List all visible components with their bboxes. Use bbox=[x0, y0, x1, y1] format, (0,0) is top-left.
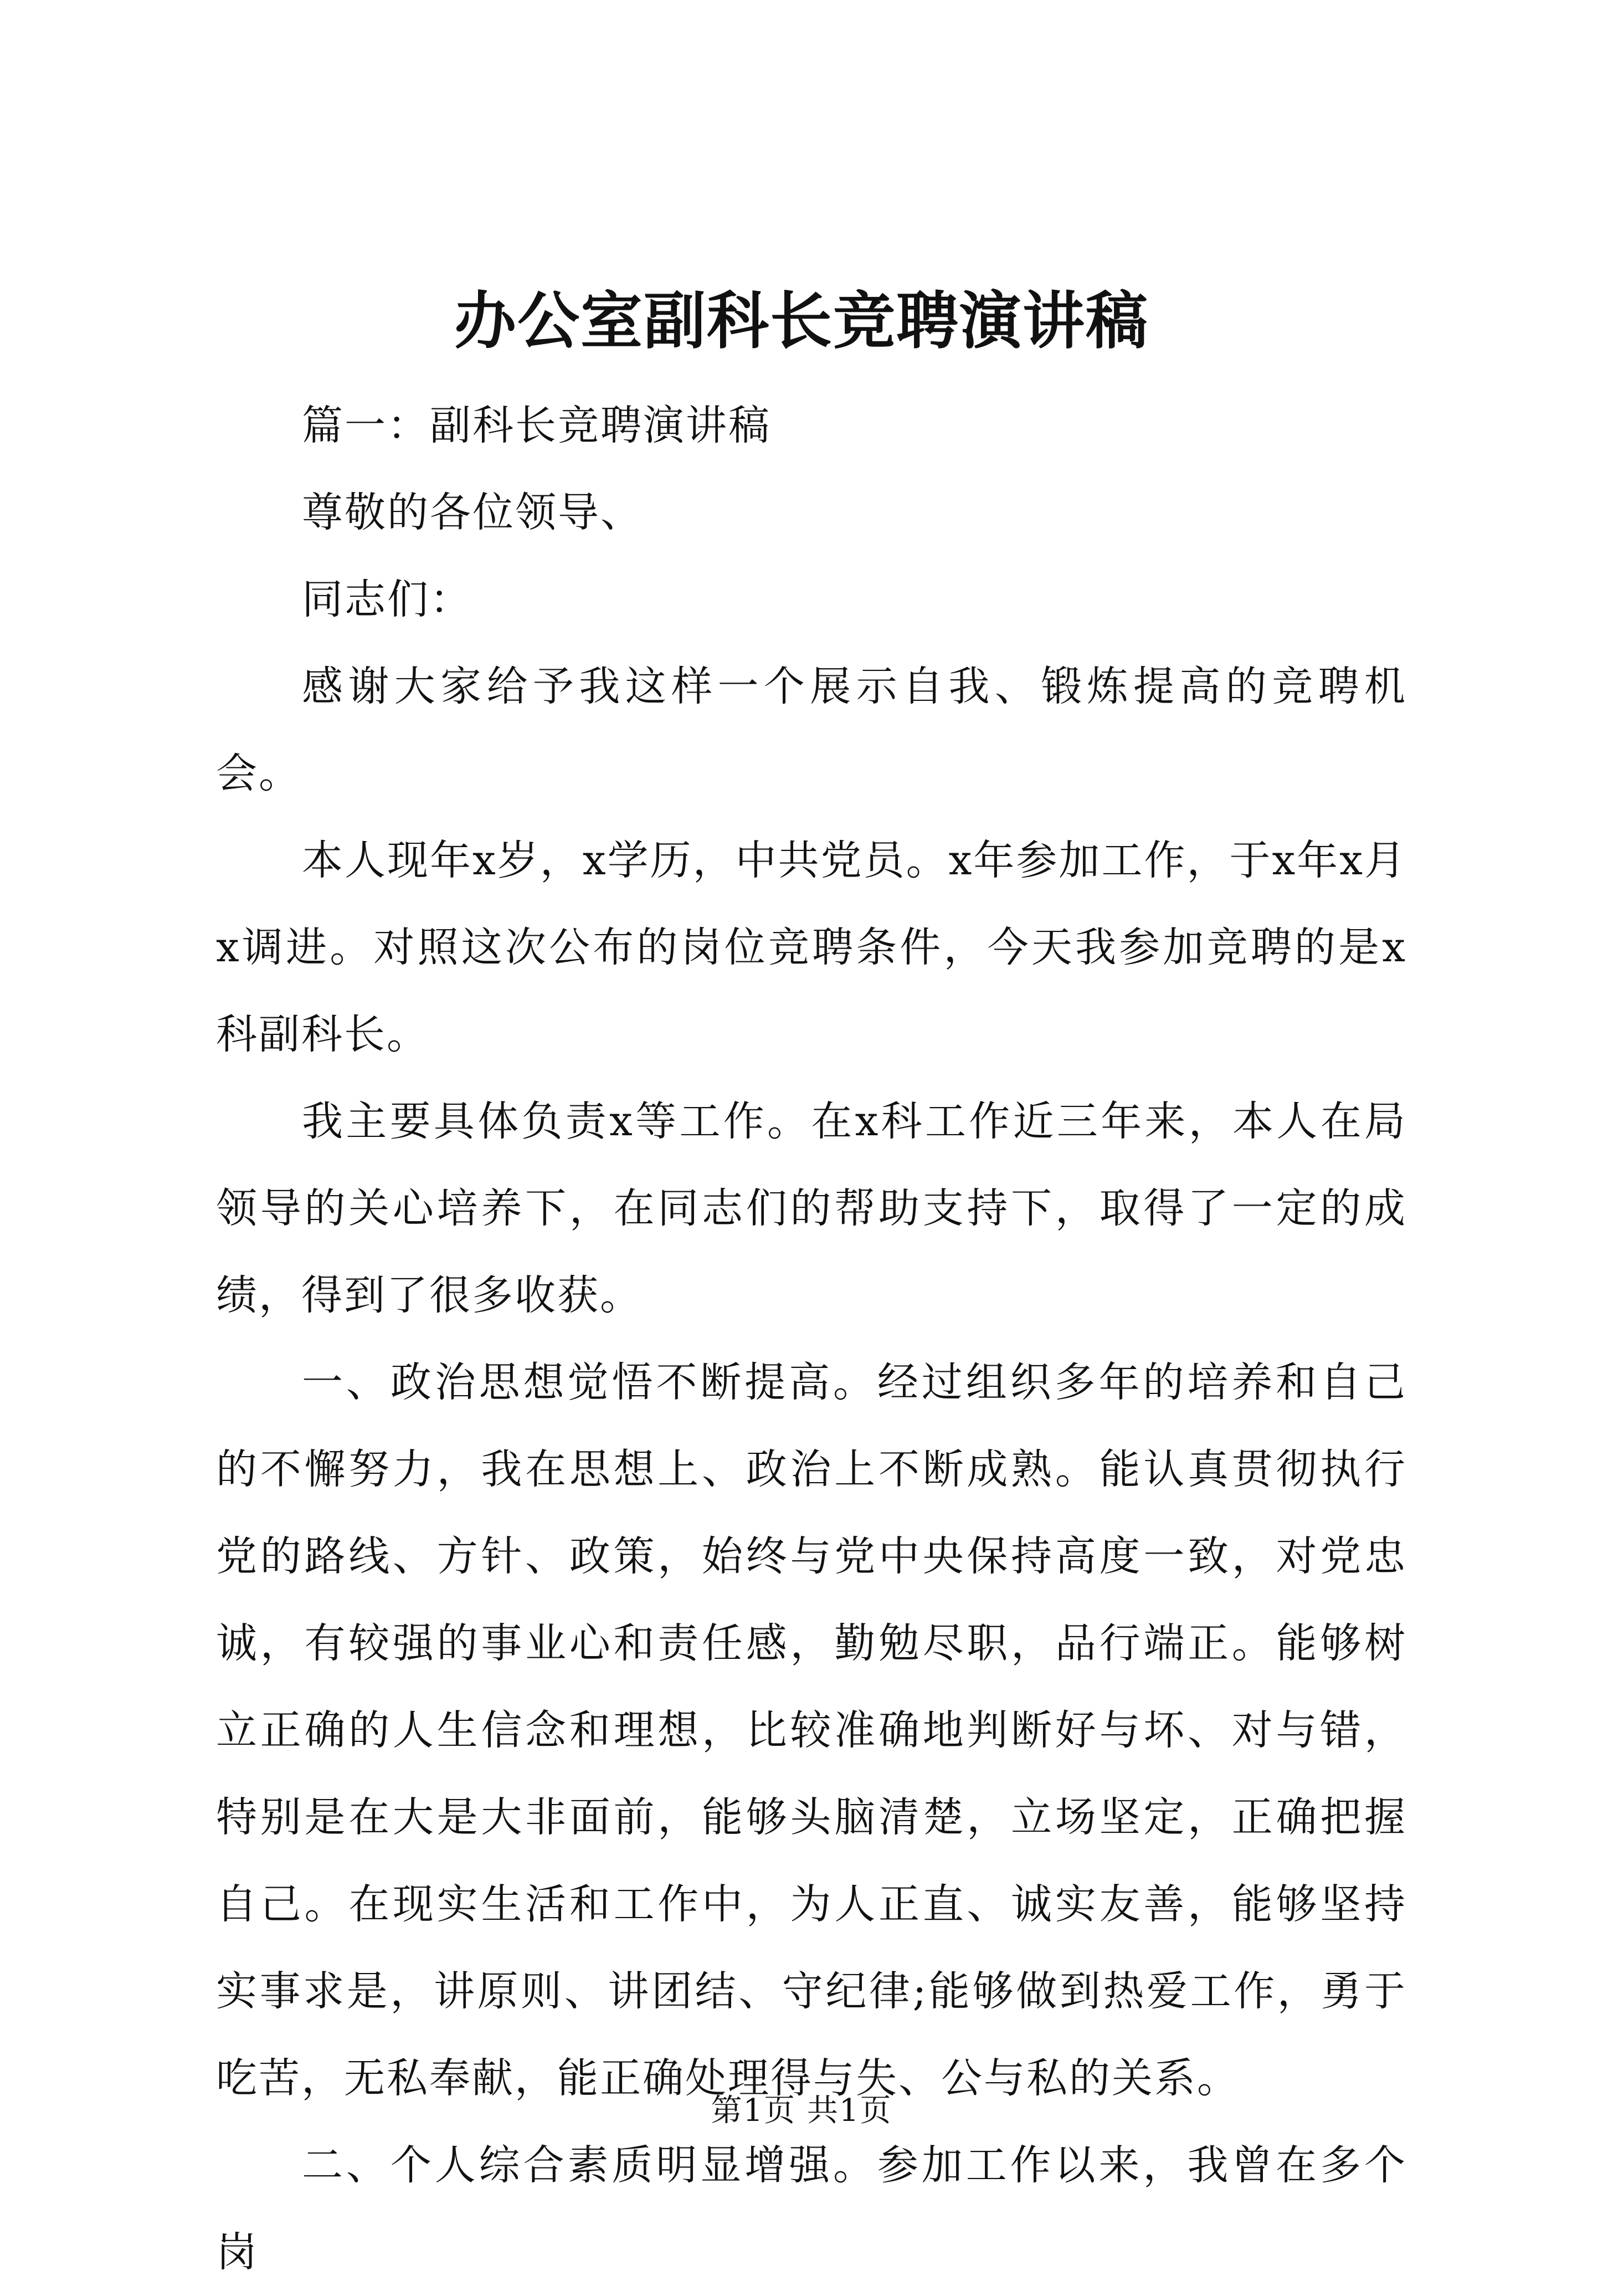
paragraph-salutation-1: 尊敬的各位领导、 bbox=[302, 489, 643, 536]
paragraph-thanks: 感谢大家给予我这样一个展示自我、锻炼提高的竞聘机会。 bbox=[216, 663, 1407, 797]
paragraph-responsibilities: 我主要具体负责x等工作。在x科工作近三年来，本人在局领导的关心培养下，在同志们的帮助支持下，取得了一定的成绩，得到了很多收获。 bbox=[216, 1098, 1407, 1319]
paragraph-point-two: 二、个人综合素质明显增强。参加工作以来，我曾在多个岗 bbox=[216, 2141, 1407, 2276]
page-footer: 第1页 共1页 bbox=[711, 2093, 892, 2129]
paragraph-salutation-2: 同志们： bbox=[302, 576, 472, 623]
paragraph-point-one: 一、政治思想觉悟不断提高。经过组织多年的培养和自己的不懈努力，我在思想上、政治上不断成熟。能认真贯彻执行党的路线、方针、政策，始终与党中央保持高度一致，对党忠诚，有较强的事业心和责任感，勤勉尽职，品行端正。能够树立正确的人生信念和理想，比较准确地判断好与坏、对与错，特别是在大是大非面前，能够头脑清楚，立场坚定，正确把握自己。在现实生活和工作中，为人正直、诚实友善，能够坚持实事求是，讲原则、讲团结、守纪律;能够做到热爱工作，勇于吃苦，无私奉献，能正确处理得与失、公与私的关系。 bbox=[216, 1359, 1407, 2102]
document-body bbox=[216, 382, 1407, 2296]
document-title: 办公室副科长竞聘演讲稿 bbox=[454, 285, 1149, 357]
paragraph-section-heading: 篇一：副科长竞聘演讲稿 bbox=[302, 402, 771, 449]
paragraph-self-intro: 本人现年x岁，x学历，中共党员。x年参加工作，于x年x月x调进。对照这次公布的岗位竞聘条件，今天我参加竞聘的是x科副科长。 bbox=[216, 837, 1407, 1058]
